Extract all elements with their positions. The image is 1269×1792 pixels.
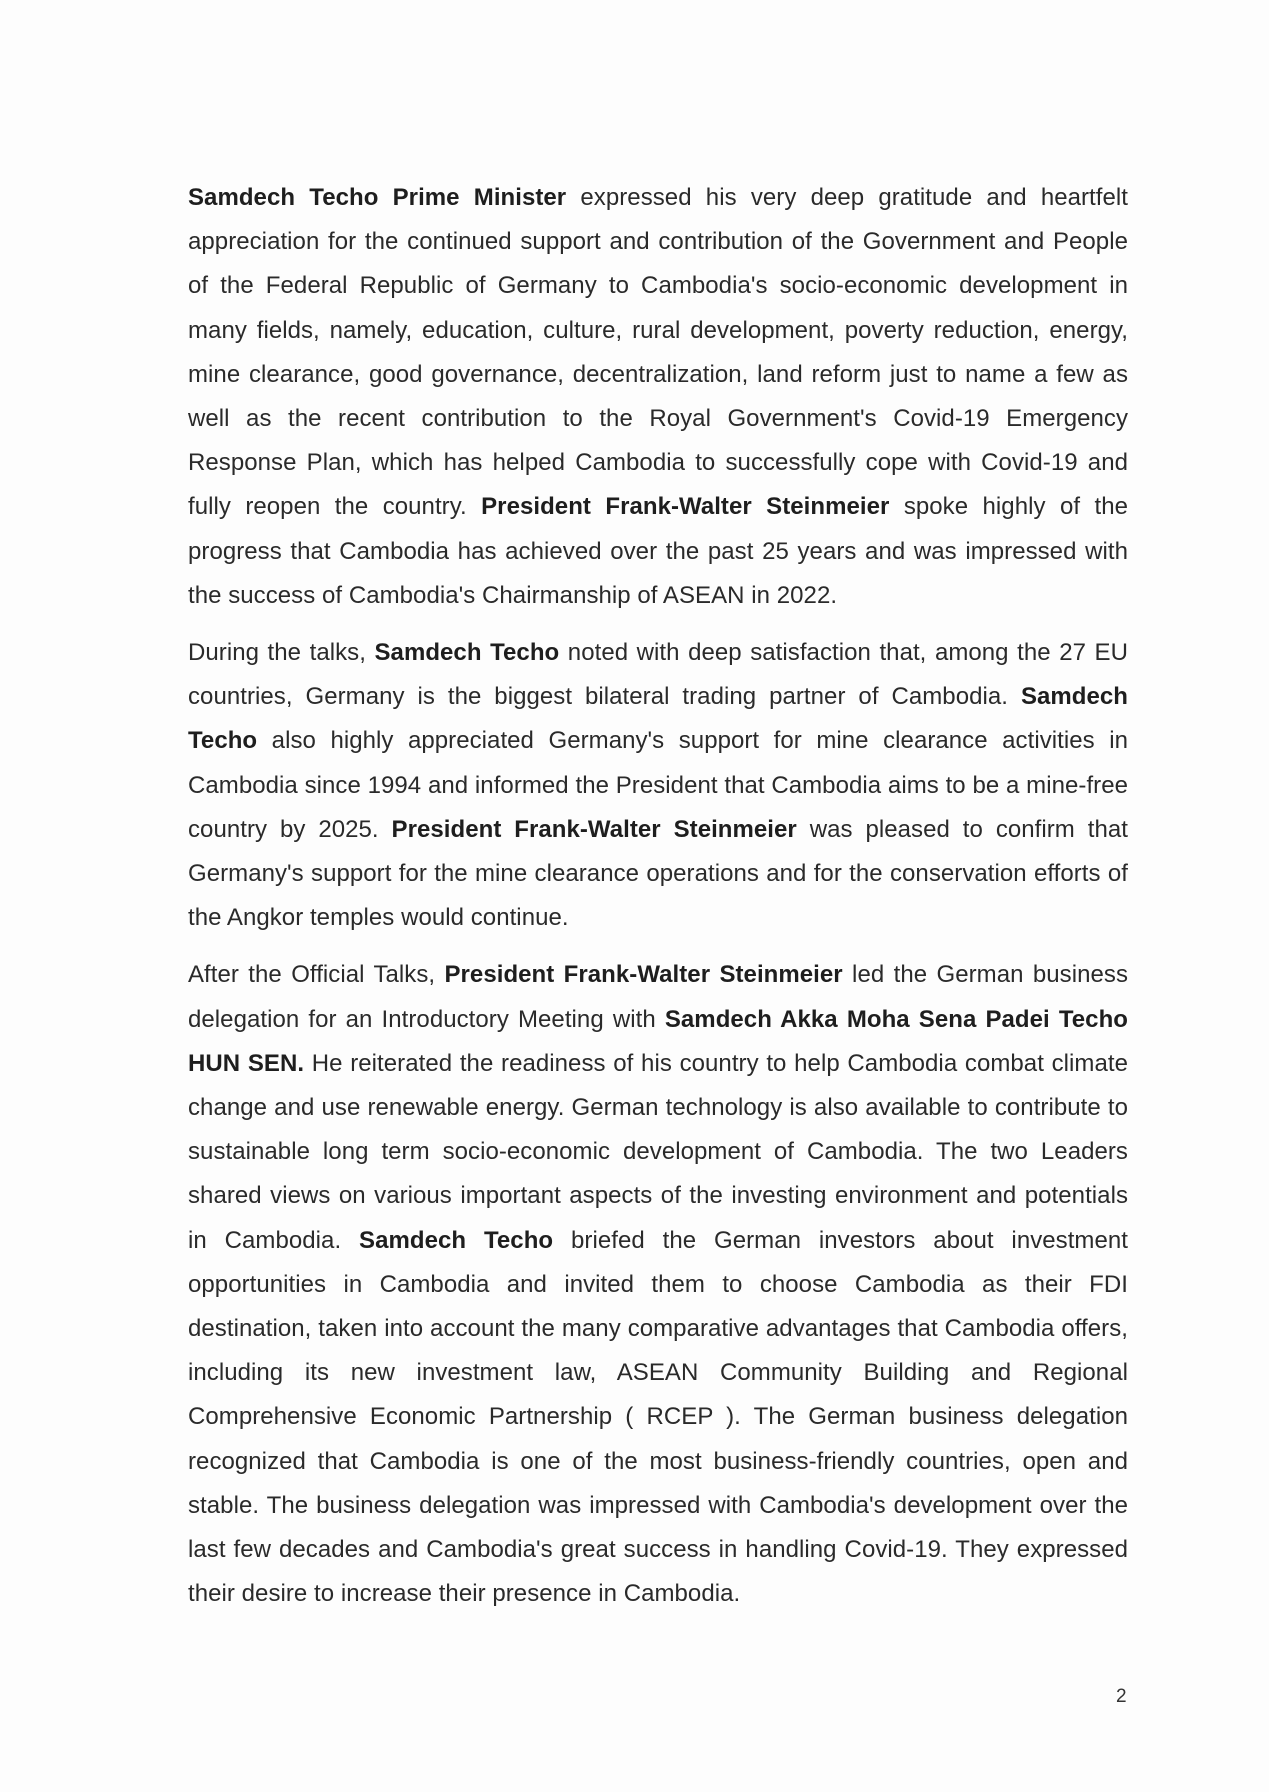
bold-name: President Frank-Walter Steinmeier bbox=[391, 815, 797, 843]
paragraph-1 bbox=[188, 176, 1128, 618]
paragraph-text: After the Official Talks, bbox=[188, 961, 445, 989]
paragraph-text: He reiterated the readiness of his country to help Cambodia combat climate change and use renewable energy. German technology is also available to contribute to sustainable long term socio-economic development of Cambodia. The two Leaders shared views on various important aspects of the investing environment and potentials in Cambodia. bbox=[188, 1049, 1128, 1254]
bold-name: President Frank-Walter Steinmeier bbox=[444, 961, 843, 989]
paragraph-2 bbox=[188, 631, 1128, 940]
paragraph-text: briefed the German investors about investment opportunities in Cambodia and invited them to choose Cambodia as their FDI destination, taken into account the many comparative advantages that Cambodia offers, including its new investment law, ASEAN Community Building and Regional Comprehensive Economic Partnership ( RCEP ). The German business delegation recognized that Cambodia is one of the most business-friendly countries, open and stable. The business delegation was impressed with Cambodia's development over the last few decades and Cambodia's great success in handling Covid-19. They expressed their desire to increase their presence in Cambodia. bbox=[188, 1226, 1128, 1608]
bold-name: Samdech Techo bbox=[359, 1226, 554, 1254]
bold-name: Samdech Akka Moha Sena Padei Techo HUN SEN. bbox=[188, 1005, 1129, 1077]
paragraph-text: also highly appreciated Germany's support for mine clearance activities in Cambodia since 1994 and informed the President that Cambodia aims to be a mine-free country by 2025. bbox=[188, 727, 1128, 843]
bold-name: Samdech Techo bbox=[188, 683, 1128, 755]
paragraph-text: expressed his very deep gratitude and heartfelt appreciation for the continued support and contribution of the Government and People of the Federal Republic of Germany to Cambodia's socio-economic development in many fields, namely, education, culture, rural development, poverty reduction, energy, mine clearance, good governance, decentralization, land reform just to name a few as well as the recent contribution to the Royal Government's Covid-19 Emergency Response Plan, which has helped Cambodia to successfully cope with Covid-19 and fully reopen the country. bbox=[188, 184, 1128, 521]
page-number: 2 bbox=[1116, 1686, 1127, 1707]
paragraph-text: was pleased to confirm that Germany's support for the mine clearance operations and for the conservation efforts of the Angkor temples would continue. bbox=[188, 815, 1128, 932]
paragraph-text: During the talks, bbox=[188, 639, 375, 667]
paragraph-3 bbox=[188, 953, 1128, 1616]
bold-name: President Frank-Walter Steinmeier bbox=[481, 493, 890, 521]
paragraph-text: noted with deep satisfaction that, among the 27 EU countries, Germany is the biggest bilateral trading partner of Cambodia. bbox=[188, 639, 1128, 711]
paragraph-text: spoke highly of the progress that Cambodia has achieved over the past 25 years and was impressed with the success of Cambodia's Chairmanship of ASEAN in 2022. bbox=[188, 493, 1128, 609]
bold-name: Samdech Techo bbox=[374, 639, 560, 667]
paragraph-text: led the German business delegation for an Introductory Meeting with bbox=[188, 961, 1128, 1033]
document-body bbox=[188, 176, 1128, 1630]
bold-name: Samdech Techo Prime Minister bbox=[188, 184, 567, 211]
